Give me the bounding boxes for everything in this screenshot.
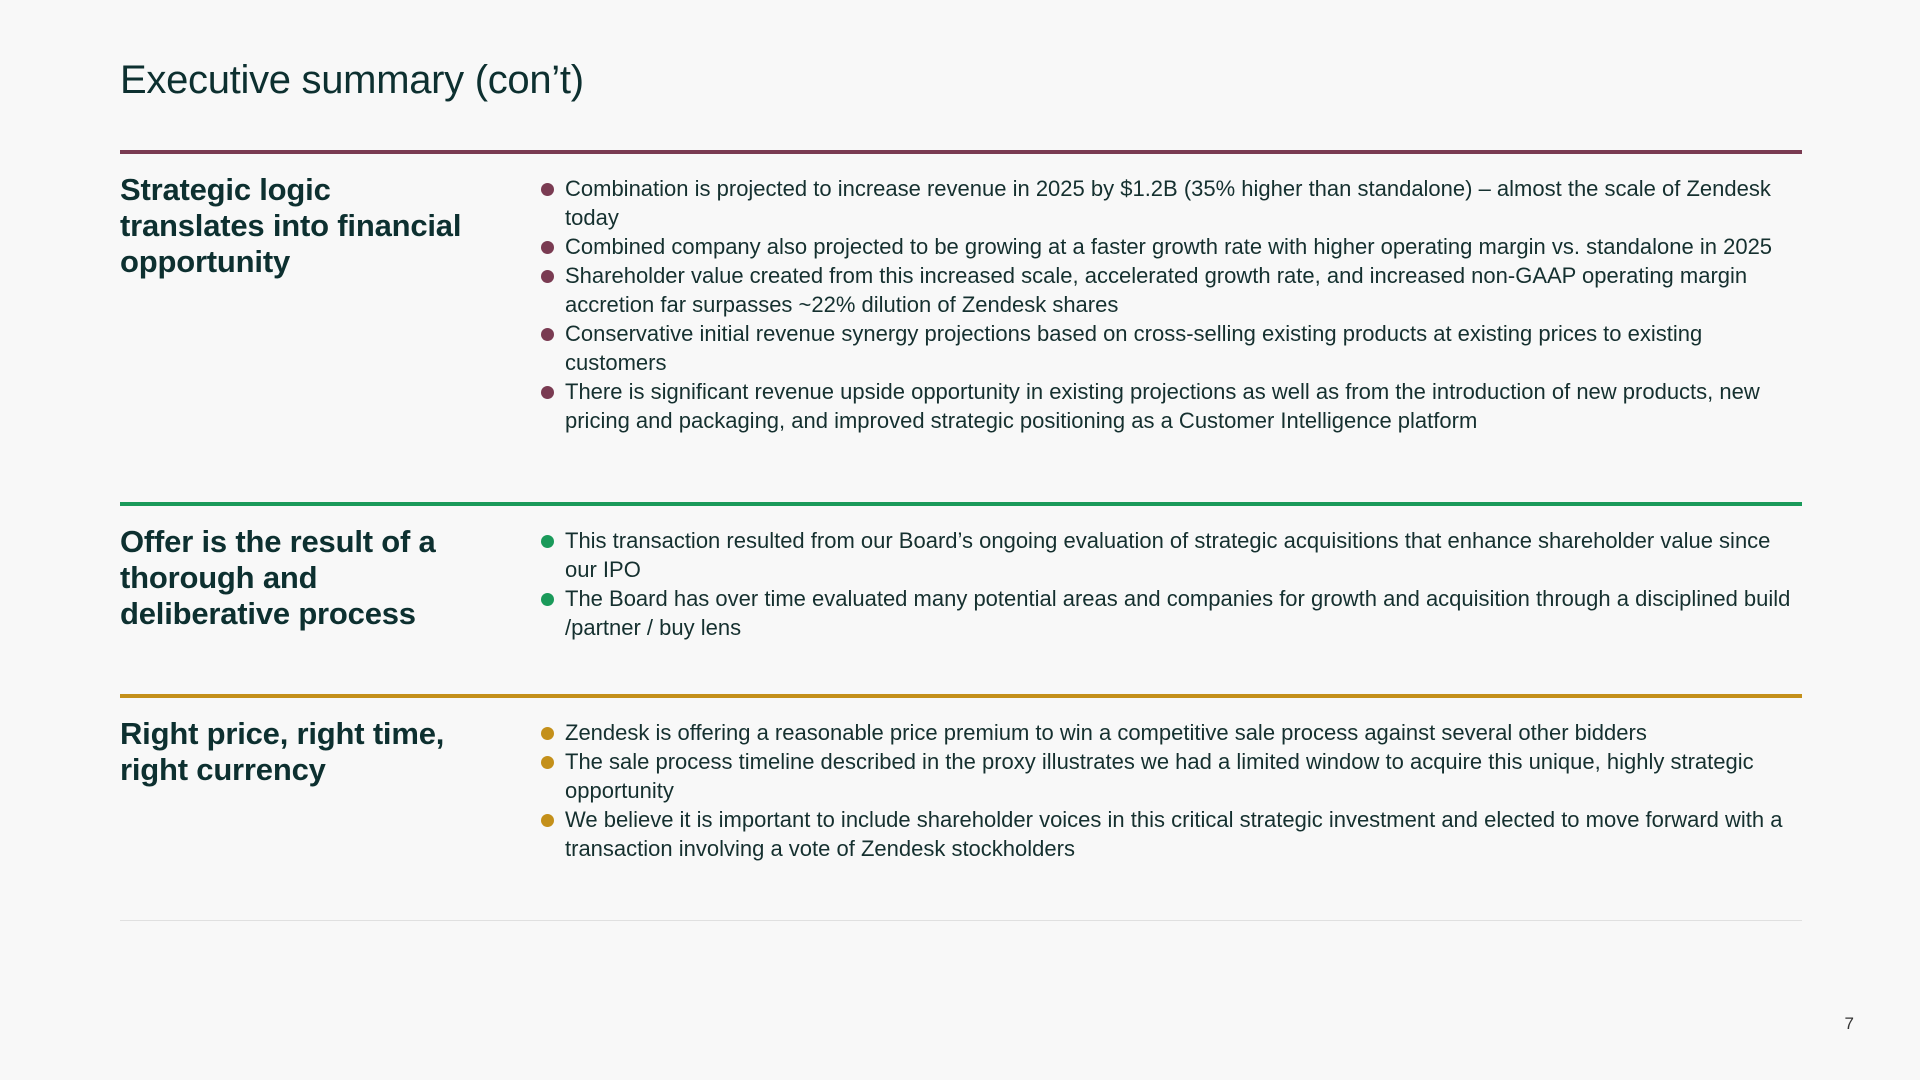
list-item (540, 718, 1802, 747)
bullet-dot-icon (541, 814, 554, 827)
bullet-text: Combined company also projected to be growing at a faster growth rate with higher operating margin vs. standalone in 2025 (565, 234, 1773, 259)
list-item (540, 805, 1802, 863)
list-item (540, 526, 1802, 584)
bullet-text: Combination is projected to increase revenue in 2025 by $1.2B (35% higher than standalone) – almost the scale of Zendesk today (565, 176, 1771, 230)
bottom-divider (120, 920, 1802, 921)
page-number: 7 (1844, 1014, 1854, 1033)
bullet-dot-icon (541, 241, 554, 254)
bullet-text: There is significant revenue upside opportunity in existing projections as well as from the introduction of new products, new pricing and packaging, and improved strategic positioning as a Customer Intelligence platform (565, 379, 1760, 433)
list-item (540, 174, 1802, 232)
section-heading: Offer is the result of a thorough and deliberative process (120, 524, 436, 631)
bullet-dot-icon (541, 535, 554, 548)
bullet-text: Conservative initial revenue synergy projections based on cross-selling existing products at existing prices to existing customers (565, 321, 1703, 375)
list-item (540, 261, 1802, 319)
page-title: Executive summary (con’t) (120, 58, 584, 102)
section-heading: Right price, right time, right currency (120, 716, 445, 787)
list-item (540, 584, 1802, 642)
section-strategic-logic (120, 150, 1802, 484)
list-item (540, 232, 1802, 261)
list-item (540, 319, 1802, 377)
bullet-text: This transaction resulted from our Board’s ongoing evaluation of strategic acquisitions that enhance shareholder value since our IPO (565, 528, 1771, 582)
bullet-dot-icon (541, 727, 554, 740)
bullet-list (540, 526, 1802, 642)
bullet-dot-icon (541, 756, 554, 769)
bullet-text: Zendesk is offering a reasonable price premium to win a competitive sale process against several other bidders (565, 720, 1647, 745)
bullet-dot-icon (541, 270, 554, 283)
bullet-text: The sale process timeline described in the proxy illustrates we had a limited window to acquire this unique, highly strategic opportunity (565, 749, 1754, 803)
bullet-text: The Board has over time evaluated many potential areas and companies for growth and acquisition through a disciplined build /partner / buy lens (565, 586, 1791, 640)
section-offer-process (120, 502, 1802, 676)
list-item (540, 747, 1802, 805)
bullet-text: Shareholder value created from this increased scale, accelerated growth rate, and increased non-GAAP operating margin accretion far surpasses ~22% dilution of Zendesk shares (565, 263, 1748, 317)
bullet-text: We believe it is important to include shareholder voices in this critical strategic investment and elected to move forward with a transaction involving a vote of Zendesk stockholders (565, 807, 1783, 861)
bullet-dot-icon (541, 386, 554, 399)
bullet-dot-icon (541, 183, 554, 196)
bullet-list (540, 174, 1802, 435)
bullet-dot-icon (541, 328, 554, 341)
section-price-time-currency (120, 694, 1802, 898)
bullet-dot-icon (541, 593, 554, 606)
section-heading: Strategic logic translates into financial opportunity (120, 172, 462, 279)
list-item (540, 377, 1802, 435)
bullet-list (540, 718, 1802, 863)
